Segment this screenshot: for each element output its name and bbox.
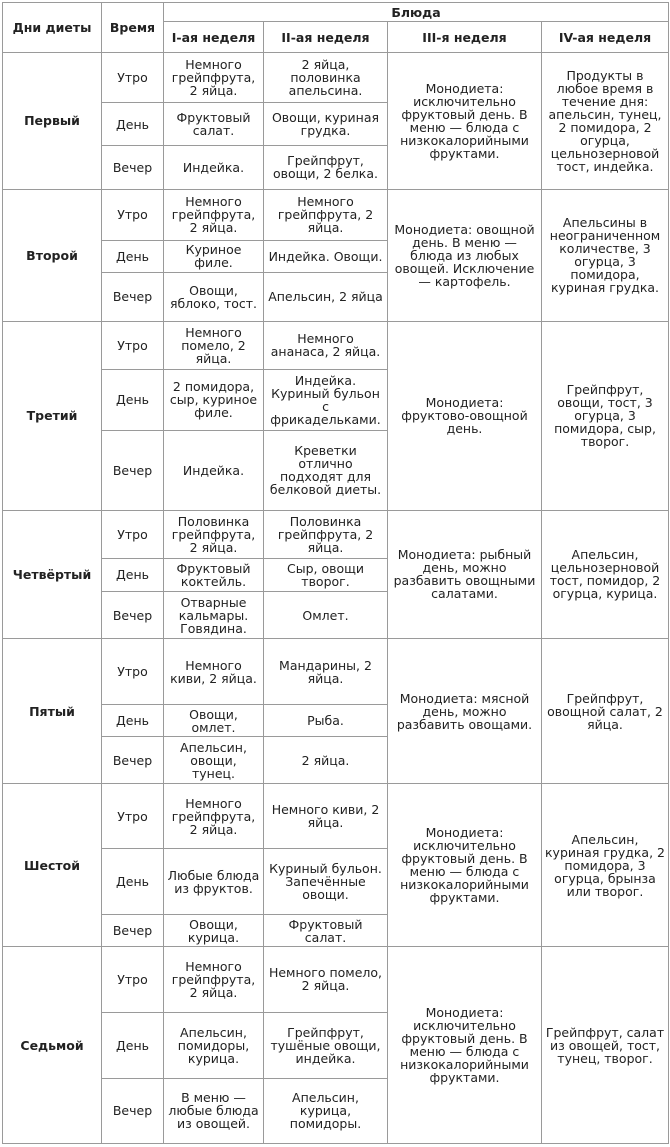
diet-table bbox=[2, 2, 669, 1144]
day-name: Пятый bbox=[3, 638, 102, 783]
day-name: Третий bbox=[3, 321, 102, 510]
week-2-meal: Немного грейпфрута, 2 яйца. bbox=[264, 189, 388, 240]
week-1-meal: Фруктовый коктейль. bbox=[164, 558, 264, 591]
week-1-meal: Немного помело, 2 яйца. bbox=[164, 321, 264, 369]
week-2-meal: Мандарины, 2 яйца. bbox=[264, 638, 388, 704]
meal-time: Утро bbox=[102, 189, 164, 240]
week-3-monodiet: Монодиета: исключительно фруктовый день. В меню — блюда с низкокалорийными фруктами. bbox=[388, 784, 542, 947]
week-2-meal: Овощи, куриная грудка. bbox=[264, 103, 388, 146]
meal-time: День bbox=[102, 849, 164, 915]
header-week-2: II-ая неделя bbox=[264, 22, 388, 53]
week-4-products: Грейпфрут, салат из овощей, тост, тунец, творог. bbox=[542, 947, 669, 1144]
header-dishes: Блюда bbox=[164, 3, 669, 22]
week-2-meal: Немного помело, 2 яйца. bbox=[264, 947, 388, 1012]
day-name: Второй bbox=[3, 189, 102, 321]
week-1-meal: Любые блюда из фруктов. bbox=[164, 849, 264, 915]
meal-time: День bbox=[102, 558, 164, 591]
week-2-meal: Рыба. bbox=[264, 705, 388, 737]
week-1-meal: Отварные кальмары. Говядина. bbox=[164, 592, 264, 639]
week-3-monodiet: Монодиета: мясной день, можно разбавить овощами. bbox=[388, 638, 542, 783]
meal-time: Вечер bbox=[102, 272, 164, 321]
table-row bbox=[3, 189, 669, 240]
week-1-meal: Немного грейпфрута, 2 яйца. bbox=[164, 189, 264, 240]
week-2-meal: Креветки отлично подходят для белковой диеты. bbox=[264, 430, 388, 510]
week-1-meal: Овощи, омлет. bbox=[164, 705, 264, 737]
week-1-meal: Половинка грейпфрута, 2 яйца. bbox=[164, 510, 264, 558]
meal-time: День bbox=[102, 705, 164, 737]
week-1-meal: Овощи, яблоко, тост. bbox=[164, 272, 264, 321]
week-2-meal: Сыр, овощи творог. bbox=[264, 558, 388, 591]
table-row bbox=[3, 510, 669, 558]
week-3-monodiet: Монодиета: рыбный день, можно разбавить овощными салатами. bbox=[388, 510, 542, 638]
header-week-1: I-ая неделя bbox=[164, 22, 264, 53]
meal-time: Утро bbox=[102, 510, 164, 558]
week-1-meal: В меню — любые блюда из овощей. bbox=[164, 1078, 264, 1143]
week-4-products: Грейпфрут, овощи, тост, 3 огурца, 3 помидора, сыр, творог. bbox=[542, 321, 669, 510]
week-2-meal: Грейпфрут, тушёные овощи, индейка. bbox=[264, 1012, 388, 1078]
week-4-products: Грейпфрут, овощной салат, 2 яйца. bbox=[542, 638, 669, 783]
meal-time: Вечер bbox=[102, 145, 164, 189]
meal-time: День bbox=[102, 1012, 164, 1078]
week-2-meal: Индейка. Овощи. bbox=[264, 240, 388, 272]
week-2-meal: Куриный бульон. Запечённые овощи. bbox=[264, 849, 388, 915]
week-1-meal: Индейка. bbox=[164, 430, 264, 510]
header-week-3: III-я неделя bbox=[388, 22, 542, 53]
meal-time: Вечер bbox=[102, 592, 164, 639]
header-days: Дни диеты bbox=[3, 3, 102, 53]
meal-time: Утро bbox=[102, 784, 164, 849]
meal-time: Вечер bbox=[102, 430, 164, 510]
week-3-monodiet: Монодиета: исключительно фруктовый день. В меню — блюда с низкокалорийными фруктами. bbox=[388, 53, 542, 190]
meal-time: День bbox=[102, 370, 164, 431]
week-2-meal: Немного ананаса, 2 яйца. bbox=[264, 321, 388, 369]
table-row bbox=[3, 784, 669, 849]
week-1-meal: Фруктовый салат. bbox=[164, 103, 264, 146]
day-name: Седьмой bbox=[3, 947, 102, 1144]
week-2-meal: Фруктовый салат. bbox=[264, 915, 388, 947]
week-2-meal: 2 яйца, половинка апельсина. bbox=[264, 53, 388, 103]
week-4-products: Апельсины в неограниченном количестве, 3 огурца, 3 помидора, куриная грудка. bbox=[542, 189, 669, 321]
week-1-meal: Немного грейпфрута, 2 яйца. bbox=[164, 53, 264, 103]
meal-time: Утро bbox=[102, 638, 164, 704]
table-header bbox=[3, 3, 669, 53]
week-2-meal: Грейпфрут, овощи, 2 белка. bbox=[264, 145, 388, 189]
week-3-monodiet: Монодиета: овощной день. В меню — блюда из любых овощей. Исключение — картофель. bbox=[388, 189, 542, 321]
week-4-products: Апельсин, куриная грудка, 2 помидора, 3 огурца, брынза или творог. bbox=[542, 784, 669, 947]
week-3-monodiet: Монодиета: фруктово-овощной день. bbox=[388, 321, 542, 510]
week-1-meal: Немного грейпфрута, 2 яйца. bbox=[164, 784, 264, 849]
week-4-products: Апельсин, цельнозерновой тост, помидор, 2 огурца, курица. bbox=[542, 510, 669, 638]
table-body bbox=[3, 53, 669, 1144]
table-row bbox=[3, 947, 669, 1012]
meal-time: Вечер bbox=[102, 1078, 164, 1143]
day-name: Шестой bbox=[3, 784, 102, 947]
meal-time: Утро bbox=[102, 53, 164, 103]
day-name: Четвёртый bbox=[3, 510, 102, 638]
day-name: Первый bbox=[3, 53, 102, 190]
week-1-meal: Немного киви, 2 яйца. bbox=[164, 638, 264, 704]
week-2-meal: 2 яйца. bbox=[264, 737, 388, 784]
week-1-meal: Апельсин, помидоры, курица. bbox=[164, 1012, 264, 1078]
week-2-meal: Омлет. bbox=[264, 592, 388, 639]
header-time: Время bbox=[102, 3, 164, 53]
week-2-meal: Апельсин, курица, помидоры. bbox=[264, 1078, 388, 1143]
header-week-4: IV-ая неделя bbox=[542, 22, 669, 53]
week-2-meal: Индейка. Куриный бульон с фрикадельками. bbox=[264, 370, 388, 431]
week-1-meal: Немного грейпфрута, 2 яйца. bbox=[164, 947, 264, 1012]
meal-time: День bbox=[102, 103, 164, 146]
week-2-meal: Половинка грейпфрута, 2 яйца. bbox=[264, 510, 388, 558]
week-4-products: Продукты в любое время в течение дня: апельсин, тунец, 2 помидора, 2 огурца, цельнозерновой тост, индейка. bbox=[542, 53, 669, 190]
week-1-meal: Апельсин, овощи, тунец. bbox=[164, 737, 264, 784]
meal-time: Утро bbox=[102, 947, 164, 1012]
meal-time: Вечер bbox=[102, 915, 164, 947]
table-row bbox=[3, 321, 669, 369]
meal-time: Утро bbox=[102, 321, 164, 369]
meal-time: День bbox=[102, 240, 164, 272]
week-2-meal: Немного киви, 2 яйца. bbox=[264, 784, 388, 849]
week-1-meal: Овощи, курица. bbox=[164, 915, 264, 947]
week-1-meal: Индейка. bbox=[164, 145, 264, 189]
table-row bbox=[3, 638, 669, 704]
week-1-meal: 2 помидора, сыр, куриное филе. bbox=[164, 370, 264, 431]
week-3-monodiet: Монодиета: исключительно фруктовый день. В меню — блюда с низкокалорийными фруктами. bbox=[388, 947, 542, 1144]
meal-time: Вечер bbox=[102, 737, 164, 784]
week-2-meal: Апельсин, 2 яйца bbox=[264, 272, 388, 321]
table-row bbox=[3, 53, 669, 103]
week-1-meal: Куриное филе. bbox=[164, 240, 264, 272]
